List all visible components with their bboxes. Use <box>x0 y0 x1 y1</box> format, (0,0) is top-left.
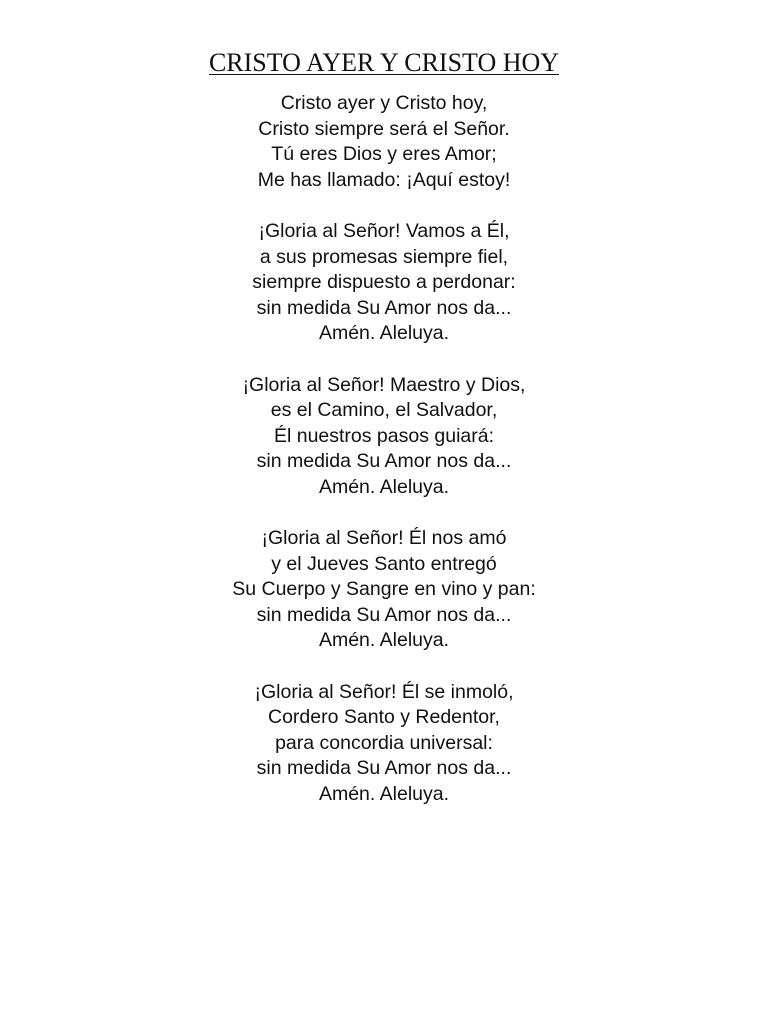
lyric-line: y el Jueves Santo entregó <box>271 552 497 575</box>
lyric-line: es el Camino, el Salvador, <box>270 399 498 422</box>
lyric-line: Cristo ayer y Cristo hoy, <box>280 92 488 114</box>
lyric-line: Cordero Santo y Redentor, <box>268 706 500 729</box>
stanza-3 <box>0 373 768 501</box>
stanza-5 <box>0 680 768 808</box>
lyric-line: para concordia universal: <box>275 731 493 754</box>
lyric-line: sin medida Su Amor nos da... <box>256 450 512 473</box>
lyric-line: sin medida Su Amor nos da... <box>256 603 512 626</box>
lyric-line: ¡Gloria al Señor! Él se inmoló, <box>254 680 514 703</box>
lyric-line: Amén. Aleluya. <box>318 475 450 498</box>
lyric-line: sin medida Su Amor nos da... <box>256 296 512 319</box>
stanza-2 <box>0 219 768 347</box>
lyric-line: Amén. Aleluya. <box>318 783 450 806</box>
lyric-line: Su Cuerpo y Sangre en vino y pan: <box>232 578 536 601</box>
lyric-line: sin medida Su Amor nos da... <box>256 757 512 780</box>
lyric-line: ¡Gloria al Señor! Vamos a Él, <box>258 219 510 242</box>
lyric-line: Cristo siempre será el Señor. <box>258 117 510 140</box>
stanza-1 <box>0 91 768 193</box>
song-title-text: CRISTO AYER Y CRISTO HOY <box>208 48 560 77</box>
lyric-line: Me has llamado: ¡Aquí estoy! <box>257 168 511 191</box>
lyric-line: ¡Gloria al Señor! Maestro y Dios, <box>242 373 526 396</box>
lyric-line: ¡Gloria al Señor! Él nos amó <box>261 527 507 550</box>
song-title <box>0 48 768 78</box>
lyric-line: Amén. Aleluya. <box>318 629 450 652</box>
lyric-line: Tú eres Dios y eres Amor; <box>271 143 497 166</box>
lyric-line: siempre dispuesto a perdonar: <box>252 271 516 294</box>
lyrics <box>0 91 768 833</box>
lyric-line: Amén. Aleluya. <box>318 322 450 345</box>
stanza-4 <box>0 526 768 654</box>
lyric-line: a sus promesas siempre fiel, <box>259 245 509 268</box>
lyric-line: Él nuestros pasos guiará: <box>273 424 495 447</box>
